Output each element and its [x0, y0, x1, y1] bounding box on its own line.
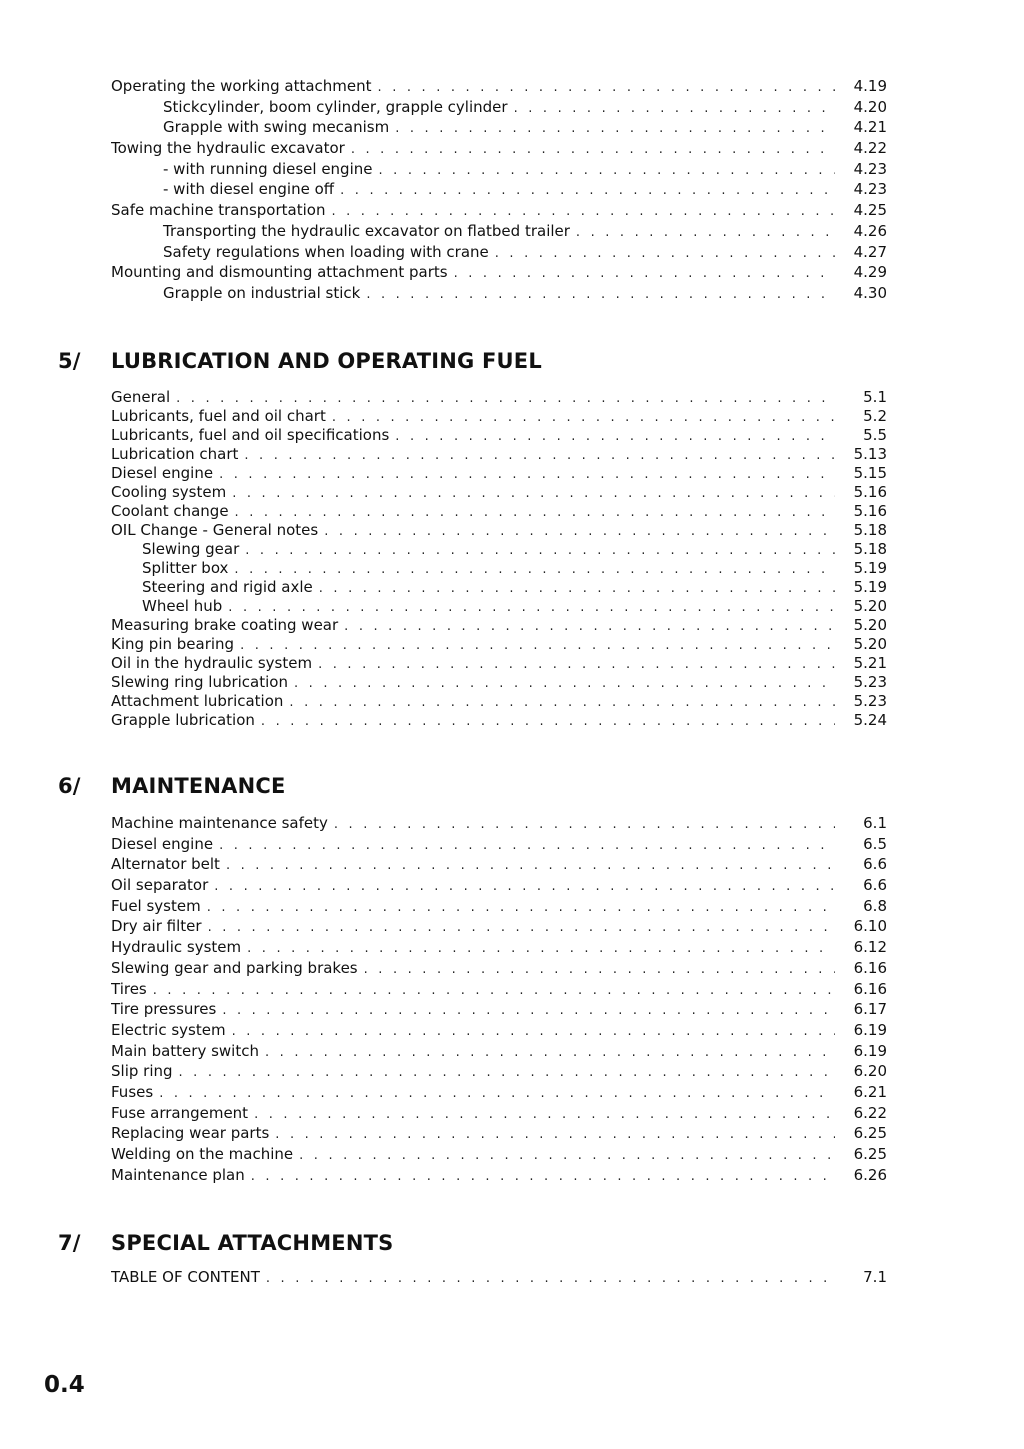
toc-entry-page: 6.22: [853, 1103, 887, 1122]
toc-dot-leader: [159, 1084, 835, 1103]
toc-entry: [111, 283, 887, 304]
toc-dot-leader: [251, 1167, 835, 1186]
toc-entry: [111, 502, 887, 521]
toc-entry: [111, 979, 887, 1000]
toc-entry: [111, 521, 887, 540]
toc-entry: [111, 999, 887, 1020]
toc-entry-title: Lubricants, fuel and oil chart: [111, 407, 326, 425]
toc-entry-page: 4.25: [853, 201, 887, 220]
toc-entry-title: Splitter box: [142, 559, 229, 577]
toc-entry-page: 6.5: [863, 834, 887, 853]
toc-entry-title: Attachment lubrication: [111, 692, 284, 710]
toc-entry-page: 6.10: [853, 917, 887, 936]
section-header-7: [58, 1231, 887, 1255]
toc-entry: [111, 426, 887, 445]
toc-dot-leader: [266, 1269, 835, 1288]
toc-entry-page: 4.20: [853, 97, 887, 116]
toc-entry-page: 5.20: [853, 635, 887, 653]
toc-entry-title: Grapple lubrication: [111, 711, 255, 729]
toc-dot-leader: [207, 898, 835, 917]
toc-dot-leader: [275, 1125, 835, 1144]
toc-dot-leader: [176, 389, 835, 407]
section-title: MAINTENANCE: [111, 774, 286, 798]
toc-dot-leader: [332, 408, 835, 426]
toc-entry-page: 5.21: [853, 654, 887, 672]
toc-dot-leader: [247, 939, 835, 958]
toc-entry-page: 5.5: [863, 426, 887, 444]
toc-dot-leader: [351, 140, 835, 159]
toc-entry: [111, 635, 887, 654]
toc-entry-title: - with running diesel engine: [163, 159, 373, 178]
toc-entry-page: 5.18: [853, 521, 887, 539]
toc-entry: [111, 597, 887, 616]
toc-entry-title: Slewing ring lubrication: [111, 673, 288, 691]
toc-dot-leader: [232, 484, 835, 502]
section-number: 7/: [58, 1231, 81, 1255]
toc-entry-page: 7.1: [863, 1268, 887, 1286]
toc-entry-page: 5.23: [853, 673, 887, 691]
toc-entry-page: 5.19: [853, 578, 887, 596]
toc-entry: [111, 834, 887, 855]
toc-entry: [111, 242, 887, 263]
page-number: 0.4: [44, 1372, 85, 1398]
toc-entry: [111, 854, 887, 875]
toc-entry: [111, 1082, 887, 1103]
toc-entry-page: 6.16: [853, 979, 887, 998]
toc-entry-page: 6.25: [853, 1145, 887, 1163]
section-title: SPECIAL ATTACHMENTS: [111, 1231, 394, 1255]
toc-dot-leader: [340, 181, 835, 200]
toc-entry-title: Safety regulations when loading with crane: [163, 242, 489, 261]
toc-entry-title: Stickcylinder, boom cylinder, grapple cylinder: [163, 97, 508, 116]
toc-dot-leader: [228, 598, 835, 616]
toc-entry: [111, 916, 887, 937]
toc-entry-title: Mounting and dismounting attachment parts: [111, 263, 448, 282]
toc-entry: [111, 711, 887, 730]
toc-entry: [111, 896, 887, 917]
toc-dot-leader: [395, 427, 835, 445]
toc-entry: [111, 673, 887, 692]
toc-entry: [111, 407, 887, 426]
toc-entry-page: 5.16: [853, 502, 887, 520]
toc-dot-leader: [254, 1105, 835, 1124]
toc-entry-page: 4.27: [853, 242, 887, 261]
toc-entry-page: 5.1: [863, 388, 887, 406]
toc-entry-page: 6.26: [853, 1165, 887, 1184]
toc-dot-leader: [153, 981, 835, 1000]
toc-entry-page: 6.25: [853, 1124, 887, 1143]
toc-entry-page: 4.23: [853, 159, 887, 178]
toc-entry-title: Slewing gear: [142, 540, 240, 558]
toc-dot-leader: [222, 1001, 835, 1020]
toc-entry-page: 6.20: [853, 1062, 887, 1081]
toc-dot-leader: [244, 446, 835, 464]
toc-entry: [111, 388, 887, 407]
toc-dot-leader: [219, 465, 835, 483]
toc-entry-page: 6.17: [853, 1000, 887, 1019]
toc-entry: [111, 875, 887, 896]
toc-entry-title: Oil separator: [111, 876, 209, 895]
toc-dot-leader: [364, 960, 835, 979]
toc-entry-title: Cooling system: [111, 483, 227, 501]
toc-group-section-4: [111, 76, 887, 304]
toc-entry-title: Alternator belt: [111, 855, 220, 874]
toc-entry-title: Transporting the hydraulic excavator on flatbed trailer: [163, 221, 570, 240]
toc-entry: [111, 1144, 887, 1165]
toc-dot-leader: [226, 856, 835, 875]
toc-entry: [111, 1165, 887, 1186]
toc-dot-leader: [208, 918, 835, 937]
toc-dot-leader: [378, 78, 835, 97]
toc-dot-leader: [331, 202, 835, 221]
toc-entry: [111, 445, 887, 464]
toc-entry: [111, 578, 887, 597]
toc-entry: [111, 813, 887, 834]
toc-dot-leader: [261, 712, 835, 730]
toc-entry-page: 4.29: [853, 263, 887, 282]
toc-entry-title: Lubrication chart: [111, 445, 239, 463]
toc-entry-page: 5.19: [853, 559, 887, 577]
toc-entry-title: - with diesel engine off: [163, 180, 335, 199]
toc-entry-title: Slip ring: [111, 1062, 173, 1081]
toc-entry-page: 6.19: [853, 1020, 887, 1039]
toc-dot-leader: [219, 836, 835, 855]
toc-dot-leader: [234, 560, 835, 578]
toc-entry-title: TABLE OF CONTENT: [111, 1268, 260, 1286]
toc-entry-title: Coolant change: [111, 502, 229, 520]
toc-dot-leader: [495, 244, 835, 263]
toc-entry-page: 6.19: [853, 1041, 887, 1060]
toc-entry-title: Lubricants, fuel and oil specifications: [111, 426, 390, 444]
section-number: 5/: [58, 349, 81, 373]
toc-entry-title: Steering and rigid axle: [142, 578, 313, 596]
toc-entry-page: 5.15: [853, 464, 887, 482]
toc-dot-leader: [395, 119, 835, 138]
toc-entry-title: Diesel engine: [111, 464, 214, 482]
toc-dot-leader: [235, 503, 835, 521]
toc-entry: [111, 464, 887, 483]
toc-entry-title: Towing the hydraulic excavator: [111, 139, 345, 158]
toc-entry: [111, 200, 887, 221]
toc-entry: [111, 179, 887, 200]
toc-entry: [111, 97, 887, 118]
toc-entry: [111, 692, 887, 711]
toc-entry-title: General: [111, 388, 171, 406]
toc-entry-page: 4.21: [853, 118, 887, 137]
toc-dot-leader: [378, 161, 835, 180]
toc-dot-leader: [319, 579, 835, 597]
toc-entry: [111, 221, 887, 242]
toc-entry-page: 4.22: [853, 139, 887, 158]
toc-entry-title: Maintenance plan: [111, 1165, 245, 1184]
toc-entry-page: 6.12: [853, 938, 887, 957]
toc-entry: [111, 76, 887, 97]
toc-entry-title: Slewing gear and parking brakes: [111, 958, 358, 977]
toc-entry-title: Electric system: [111, 1020, 226, 1039]
toc-dot-leader: [324, 522, 835, 540]
toc-entry-title: Grapple with swing mecanism: [163, 118, 390, 137]
toc-entry: [111, 1267, 887, 1288]
toc-entry-page: 6.6: [863, 855, 887, 874]
toc-dot-leader: [214, 877, 835, 896]
toc-dot-leader: [299, 1146, 835, 1165]
toc-entry-title: Dry air filter: [111, 917, 202, 936]
toc-entry-title: Replacing wear parts: [111, 1124, 270, 1143]
toc-group-section-5: [111, 388, 887, 730]
toc-entry-page: 5.24: [853, 711, 887, 729]
toc-dot-leader: [454, 264, 835, 283]
toc-dot-leader: [318, 655, 835, 673]
toc-entry: [111, 1123, 887, 1144]
toc-entry-page: 6.1: [863, 814, 887, 832]
toc-entry-page: 5.23: [853, 692, 887, 710]
toc-entry-title: Operating the working attachment: [111, 77, 372, 95]
toc-entry: [111, 1103, 887, 1124]
toc-entry-title: Safe machine transportation: [111, 201, 326, 220]
toc-entry-page: 6.21: [853, 1082, 887, 1101]
toc-dot-leader: [344, 617, 835, 635]
section-header-5: [58, 349, 887, 373]
toc-entry: [111, 654, 887, 673]
toc-entry-page: 6.16: [853, 958, 887, 977]
toc-entry-title: Wheel hub: [142, 597, 223, 615]
toc-group-section-7: [111, 1267, 887, 1288]
toc-entry-page: 4.19: [853, 77, 887, 95]
toc-dot-leader: [245, 541, 835, 559]
toc-entry-title: OIL Change - General notes: [111, 521, 319, 539]
toc-entry: [111, 937, 887, 958]
toc-entry-page: 4.23: [853, 180, 887, 199]
toc-dot-leader: [576, 223, 835, 242]
toc-entry-title: Measuring brake coating wear: [111, 616, 339, 634]
toc-entry: [111, 616, 887, 635]
toc-dot-leader: [366, 285, 835, 304]
toc-dot-leader: [289, 693, 835, 711]
toc-entry: [111, 483, 887, 502]
toc-dot-leader: [240, 636, 835, 654]
toc-entry: [111, 117, 887, 138]
section-number: 6/: [58, 774, 81, 798]
toc-entry-page: 5.13: [853, 445, 887, 463]
toc-entry-title: Grapple on industrial stick: [163, 283, 361, 302]
toc-dot-leader: [334, 815, 835, 834]
toc-entry-title: Fuses: [111, 1082, 154, 1101]
toc-entry: [111, 958, 887, 979]
toc-entry-page: 4.30: [853, 283, 887, 302]
toc-entry-page: 6.6: [863, 876, 887, 895]
toc-dot-leader: [232, 1022, 835, 1041]
toc-entry-page: 5.20: [853, 597, 887, 615]
toc-entry-page: 5.16: [853, 483, 887, 501]
toc-entry: [111, 540, 887, 559]
toc-entry-page: 6.8: [863, 896, 887, 915]
toc-dot-leader: [179, 1063, 835, 1082]
toc-group-section-6: [111, 813, 887, 1185]
section-title: LUBRICATION AND OPERATING FUEL: [111, 349, 542, 373]
toc-entry-page: 5.20: [853, 616, 887, 634]
toc-entry-title: Fuel system: [111, 896, 201, 915]
toc-entry-title: Fuse arrangement: [111, 1103, 249, 1122]
toc-entry-title: Welding on the machine: [111, 1145, 294, 1163]
toc-entry: [111, 559, 887, 578]
toc-entry-page: 5.2: [863, 407, 887, 425]
section-header-6: [58, 774, 887, 798]
toc-dot-leader: [514, 99, 835, 118]
toc-entry-title: Oil in the hydraulic system: [111, 654, 313, 672]
toc-dot-leader: [265, 1043, 835, 1062]
toc-entry: [111, 1041, 887, 1062]
toc-entry: [111, 1020, 887, 1041]
toc-entry: [111, 138, 887, 159]
toc-entry: [111, 159, 887, 180]
toc-entry-title: Hydraulic system: [111, 938, 242, 957]
toc-entry: [111, 1061, 887, 1082]
toc-entry-page: 4.26: [853, 221, 887, 240]
toc-entry-title: Machine maintenance safety: [111, 814, 328, 832]
toc-entry-title: Tire pressures: [111, 1000, 217, 1019]
toc-entry-title: Diesel engine: [111, 834, 214, 853]
toc-entry-title: King pin bearing: [111, 635, 235, 653]
toc-entry-title: Main battery switch: [111, 1041, 259, 1060]
toc-dot-leader: [294, 674, 835, 692]
toc-entry-title: Tires: [111, 979, 147, 998]
toc-entry-page: 5.18: [853, 540, 887, 558]
toc-entry: [111, 262, 887, 283]
